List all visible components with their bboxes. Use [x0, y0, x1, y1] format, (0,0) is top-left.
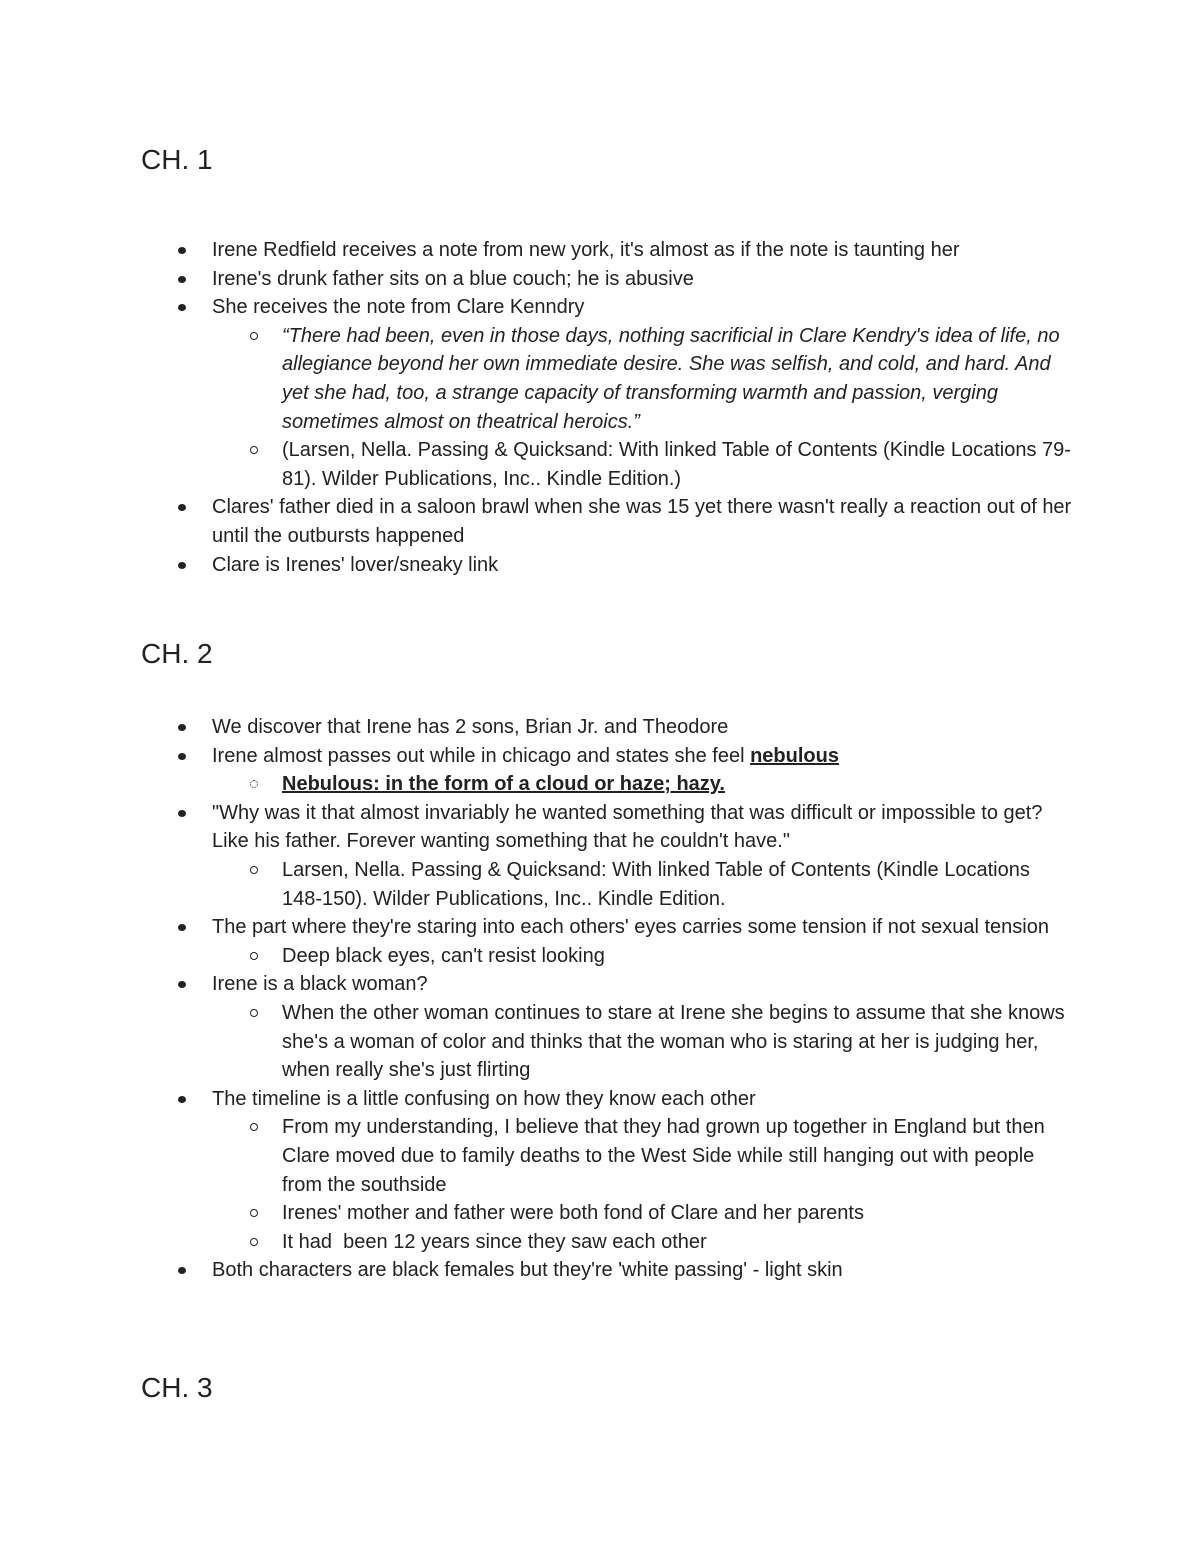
sub-list-item [282, 322, 1072, 436]
citation: (Larsen, Nella. Passing & Quicksand: With linked Table of Contents (Kindle Locations 79-81). Wilder Publications, Inc.. Kindle Edition.) [282, 439, 1071, 490]
filled-bullet-icon [178, 562, 186, 569]
list-item [212, 970, 1072, 1084]
vocab-definition: Nebulous: in the form of a cloud or haze; hazy. [282, 773, 725, 796]
list-item-text: The part where they're staring into each others' eyes carries some tension if not sexual tension [212, 916, 1049, 939]
filled-bullet-icon [178, 276, 186, 283]
filled-bullet-icon [178, 504, 186, 511]
list-item-text: We discover that Irene has 2 sons, Brian Jr. and Theodore [212, 716, 729, 738]
list-item-text: The timeline is a little confusing on how they know each other [212, 1087, 756, 1110]
filled-bullet-icon [178, 724, 186, 731]
sub-list-item-text: Irenes' mother and father were both fond of Clare and her parents [282, 1202, 864, 1225]
vocab-word: nebulous [750, 744, 839, 767]
list-item-text: Irene Redfield receives a note from new york, it's almost as if the note is taunting her [212, 239, 960, 261]
sub-list-item-text: From my understanding, I believe that they had grown up together in England but then Clare moved due to family deaths to the West Side while still hanging out with people from the southside [282, 1116, 1045, 1196]
list-item-text: Both characters are black females but they're 'white passing' - light skin [212, 1259, 843, 1282]
list-item-text: Irene's drunk father sits on a blue couch; he is abusive [212, 267, 694, 290]
sub-list-item [282, 856, 1072, 913]
chapter-2-notes-list [212, 713, 1072, 1285]
filled-bullet-icon [178, 924, 186, 931]
list-item-text: Irene is a black woman? [212, 973, 428, 996]
list-item [212, 236, 1072, 265]
sub-list [212, 1113, 1072, 1256]
filled-bullet-icon [178, 753, 186, 760]
list-item-text: Clares' father died in a saloon brawl when she was 15 yet there wasn't really a reaction out of her until the outbursts happened [212, 496, 1072, 547]
list-item-text: "Why was it that almost invariably he wanted something that was difficult or impossible to get? Like his father. Forever wanting something that he couldn't have." [212, 801, 1043, 853]
sub-list [212, 999, 1072, 1085]
hollow-bullet-icon [250, 332, 258, 340]
list-item [212, 551, 1072, 580]
hollow-bullet-icon [250, 1123, 258, 1131]
list-item-text: Irene almost passes out while in chicago and states she feel [212, 744, 751, 767]
list-item [212, 913, 1072, 970]
sub-list-item [282, 942, 1072, 971]
dotted-bullet-icon [250, 780, 258, 788]
filled-bullet-icon [178, 1096, 186, 1103]
sub-list-item [282, 1199, 1072, 1228]
sub-list [212, 770, 1072, 799]
list-item [212, 293, 1072, 493]
citation: Larsen, Nella. Passing & Quicksand: With linked Table of Contents (Kindle Locations 148-150). Wilder Publications, Inc.. Kindle Edition. [282, 858, 1030, 910]
chapter-1-notes-list [212, 236, 1072, 579]
filled-bullet-icon [178, 981, 186, 988]
list-item-text: Clare is Irenes' lover/sneaky link [212, 553, 499, 576]
filled-bullet-icon [178, 1267, 186, 1274]
hollow-bullet-icon [250, 1009, 258, 1017]
list-item-text: She receives the note from Clare Kenndry [212, 296, 585, 319]
list-item [212, 265, 1072, 294]
sub-list-item [282, 1228, 1072, 1257]
list-item [212, 799, 1072, 913]
hollow-bullet-icon [250, 866, 258, 874]
hollow-bullet-icon [250, 952, 258, 960]
sub-list-item-text: It had been 12 years since they saw each other [282, 1230, 707, 1253]
sub-list-item [282, 999, 1072, 1085]
sub-list-item [282, 1113, 1072, 1199]
sub-list [212, 856, 1072, 913]
filled-bullet-icon [178, 304, 186, 311]
filled-bullet-icon [178, 247, 186, 254]
sub-list [212, 942, 1072, 971]
hollow-bullet-icon [250, 1209, 258, 1217]
hollow-bullet-icon [250, 446, 258, 454]
filled-bullet-icon [178, 810, 186, 817]
list-item [212, 493, 1072, 550]
chapter-3-heading: CH. 3 [141, 1372, 213, 1403]
list-item [212, 1256, 1072, 1285]
list-item [212, 713, 1072, 742]
chapter-2-heading: CH. 2 [141, 638, 213, 669]
sub-list-item-text: Deep black eyes, can't resist looking [282, 944, 605, 967]
sub-list-item-text: When the other woman continues to stare at Irene she begins to assume that she knows she's a woman of color and thinks that the woman who is staring at her is judging her, when really she's just flirting [282, 1001, 1065, 1082]
chapter-1-heading: CH. 1 [141, 144, 213, 175]
sub-list-item [282, 770, 1072, 799]
hollow-bullet-icon [250, 1238, 258, 1246]
book-quote: “There had been, even in those days, nothing sacrificial in Clare Kendry's idea of life, no allegiance beyond her own immediate desire. She was selfish, and cold, and hard. And yet she had, too, a strange capacity of transforming warmth and passion, verging sometimes almost on theatrical heroics.” [282, 324, 1060, 433]
sub-list [212, 322, 1072, 494]
sub-list-item [282, 436, 1072, 493]
list-item [212, 742, 1072, 799]
list-item [212, 1085, 1072, 1257]
